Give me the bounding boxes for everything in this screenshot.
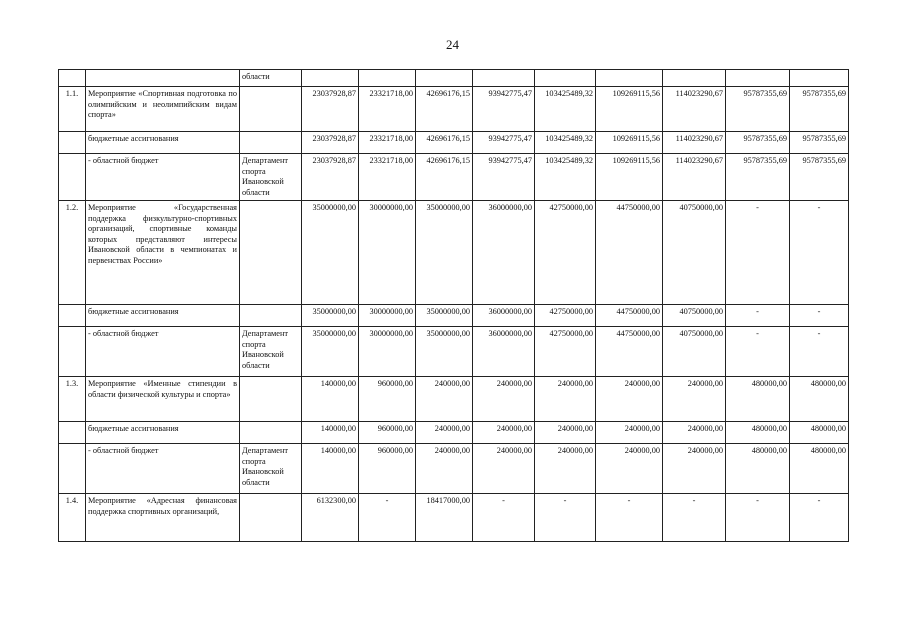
row-number — [59, 305, 86, 327]
row-value-year-7: 114023290,67 — [663, 132, 726, 154]
table-row — [59, 305, 849, 327]
row-value-year-9: 480000,00 — [790, 377, 849, 422]
row-value-year-6: 44750000,00 — [596, 327, 663, 377]
row-value-year-8 — [726, 70, 790, 87]
row-value-year-4: 240000,00 — [473, 377, 535, 422]
row-value-year-8: 95787355,69 — [726, 154, 790, 201]
row-executor: Департамент спорта Ивановской области — [240, 327, 302, 377]
row-value-year-5: 42750000,00 — [535, 305, 596, 327]
row-value-year-6: 240000,00 — [596, 422, 663, 444]
row-value-year-6: 240000,00 — [596, 377, 663, 422]
row-value-year-7: 240000,00 — [663, 377, 726, 422]
row-value-year-5: 240000,00 — [535, 377, 596, 422]
row-value-year-1: 140000,00 — [302, 444, 359, 494]
row-value-year-7: 240000,00 — [663, 422, 726, 444]
row-value-year-8: - — [726, 494, 790, 542]
row-value-year-3: 35000000,00 — [416, 327, 473, 377]
budget-table — [58, 69, 849, 542]
row-value-year-4: 36000000,00 — [473, 201, 535, 305]
row-value-year-8: 480000,00 — [726, 422, 790, 444]
row-value-year-9: 95787355,69 — [790, 132, 849, 154]
row-value-year-4: 240000,00 — [473, 444, 535, 494]
table-row — [59, 70, 849, 87]
row-executor — [240, 305, 302, 327]
row-value-year-5: 42750000,00 — [535, 327, 596, 377]
row-executor — [240, 377, 302, 422]
row-value-year-2: 23321718,00 — [359, 132, 416, 154]
row-description: - областной бюджет — [86, 154, 240, 201]
row-description: Мероприятие «Адресная финансовая поддержка спортивных организаций, — [86, 494, 240, 542]
row-value-year-2 — [359, 70, 416, 87]
row-value-year-1: 23037928,87 — [302, 132, 359, 154]
row-value-year-7: 40750000,00 — [663, 305, 726, 327]
row-value-year-6: - — [596, 494, 663, 542]
row-value-year-7: 40750000,00 — [663, 201, 726, 305]
row-value-year-2: - — [359, 494, 416, 542]
row-description: Мероприятие «Государственная поддержка физкультурно-спортивных организаций, спортивные команды которых представляют интересы Ивановской области в чемпионатах и первенствах России» — [86, 201, 240, 305]
row-description: Мероприятие «Именные стипендии в области физической культуры и спорта» — [86, 377, 240, 422]
row-value-year-4: 36000000,00 — [473, 327, 535, 377]
row-value-year-5: 240000,00 — [535, 444, 596, 494]
row-value-year-7: 114023290,67 — [663, 154, 726, 201]
row-value-year-9: 480000,00 — [790, 422, 849, 444]
row-number — [59, 132, 86, 154]
table-row — [59, 154, 849, 201]
row-value-year-2: 30000000,00 — [359, 327, 416, 377]
row-value-year-5: 103425489,32 — [535, 87, 596, 132]
row-value-year-4: - — [473, 494, 535, 542]
row-value-year-3: 18417000,00 — [416, 494, 473, 542]
row-value-year-5: 240000,00 — [535, 422, 596, 444]
row-value-year-2: 960000,00 — [359, 377, 416, 422]
row-number — [59, 422, 86, 444]
row-number: 1.4. — [59, 494, 86, 542]
row-value-year-6: 44750000,00 — [596, 201, 663, 305]
row-value-year-4: 93942775,47 — [473, 154, 535, 201]
page-number: 24 — [446, 37, 459, 52]
row-value-year-4: 93942775,47 — [473, 132, 535, 154]
row-value-year-9: 95787355,69 — [790, 154, 849, 201]
table-row — [59, 422, 849, 444]
row-value-year-3: 35000000,00 — [416, 201, 473, 305]
row-value-year-4: 93942775,47 — [473, 87, 535, 132]
row-value-year-3: 35000000,00 — [416, 305, 473, 327]
row-value-year-6: 44750000,00 — [596, 305, 663, 327]
row-value-year-2: 23321718,00 — [359, 87, 416, 132]
row-number — [59, 154, 86, 201]
row-value-year-1: 140000,00 — [302, 422, 359, 444]
row-value-year-5: - — [535, 494, 596, 542]
row-value-year-2: 960000,00 — [359, 444, 416, 494]
row-value-year-7: 40750000,00 — [663, 327, 726, 377]
row-value-year-3: 240000,00 — [416, 377, 473, 422]
row-value-year-8: - — [726, 327, 790, 377]
row-value-year-6: 109269115,56 — [596, 154, 663, 201]
row-number — [59, 327, 86, 377]
row-value-year-1: 140000,00 — [302, 377, 359, 422]
row-value-year-1: 6132300,00 — [302, 494, 359, 542]
row-value-year-6: 240000,00 — [596, 444, 663, 494]
row-value-year-1: 23037928,87 — [302, 87, 359, 132]
row-description: - областной бюджет — [86, 444, 240, 494]
row-value-year-9 — [790, 70, 849, 87]
row-value-year-5: 103425489,32 — [535, 154, 596, 201]
row-value-year-7: 114023290,67 — [663, 87, 726, 132]
row-executor — [240, 132, 302, 154]
row-executor: Департамент спорта Ивановской области — [240, 154, 302, 201]
row-value-year-1 — [302, 70, 359, 87]
row-number: 1.3. — [59, 377, 86, 422]
row-value-year-3: 42696176,15 — [416, 132, 473, 154]
row-value-year-8: 95787355,69 — [726, 87, 790, 132]
row-executor: Департамент спорта Ивановской области — [240, 444, 302, 494]
row-value-year-9: 95787355,69 — [790, 87, 849, 132]
row-value-year-2: 960000,00 — [359, 422, 416, 444]
row-description: бюджетные ассигнования — [86, 132, 240, 154]
row-value-year-4: 240000,00 — [473, 422, 535, 444]
row-value-year-9: - — [790, 494, 849, 542]
row-value-year-1: 35000000,00 — [302, 305, 359, 327]
row-value-year-3: 240000,00 — [416, 422, 473, 444]
row-value-year-3: 42696176,15 — [416, 154, 473, 201]
row-value-year-8: 480000,00 — [726, 444, 790, 494]
table-row — [59, 494, 849, 542]
row-value-year-7 — [663, 70, 726, 87]
row-value-year-2: 23321718,00 — [359, 154, 416, 201]
row-number — [59, 444, 86, 494]
row-value-year-4 — [473, 70, 535, 87]
table-row — [59, 87, 849, 132]
row-value-year-9: - — [790, 201, 849, 305]
row-executor — [240, 201, 302, 305]
row-value-year-1: 35000000,00 — [302, 201, 359, 305]
row-value-year-4: 36000000,00 — [473, 305, 535, 327]
row-executor — [240, 422, 302, 444]
row-value-year-2: 30000000,00 — [359, 305, 416, 327]
row-value-year-9: - — [790, 327, 849, 377]
row-number: 1.2. — [59, 201, 86, 305]
row-number — [59, 70, 86, 87]
row-value-year-8: - — [726, 201, 790, 305]
row-description: - областной бюджет — [86, 327, 240, 377]
row-value-year-1: 23037928,87 — [302, 154, 359, 201]
table-row — [59, 327, 849, 377]
row-executor — [240, 87, 302, 132]
row-value-year-3: 240000,00 — [416, 444, 473, 494]
row-value-year-5: 103425489,32 — [535, 132, 596, 154]
row-value-year-3: 42696176,15 — [416, 87, 473, 132]
row-value-year-7: 240000,00 — [663, 444, 726, 494]
row-executor — [240, 494, 302, 542]
row-value-year-8: 95787355,69 — [726, 132, 790, 154]
row-number: 1.1. — [59, 87, 86, 132]
row-description: бюджетные ассигнования — [86, 305, 240, 327]
row-value-year-8: 480000,00 — [726, 377, 790, 422]
row-value-year-8: - — [726, 305, 790, 327]
row-value-year-9: 480000,00 — [790, 444, 849, 494]
row-value-year-6: 109269115,56 — [596, 87, 663, 132]
row-value-year-9: - — [790, 305, 849, 327]
row-value-year-5: 42750000,00 — [535, 201, 596, 305]
row-value-year-3 — [416, 70, 473, 87]
row-value-year-6 — [596, 70, 663, 87]
table-row — [59, 132, 849, 154]
row-value-year-1: 35000000,00 — [302, 327, 359, 377]
row-description — [86, 70, 240, 87]
row-description: бюджетные ассигнования — [86, 422, 240, 444]
table-row — [59, 377, 849, 422]
row-value-year-5 — [535, 70, 596, 87]
row-value-year-6: 109269115,56 — [596, 132, 663, 154]
table-row — [59, 201, 849, 305]
row-description: Мероприятие «Спортивная подготовка по олимпийским и неолимпийским видам спорта» — [86, 87, 240, 132]
table-row — [59, 444, 849, 494]
row-value-year-7: - — [663, 494, 726, 542]
row-executor: области — [240, 70, 302, 87]
row-value-year-2: 30000000,00 — [359, 201, 416, 305]
